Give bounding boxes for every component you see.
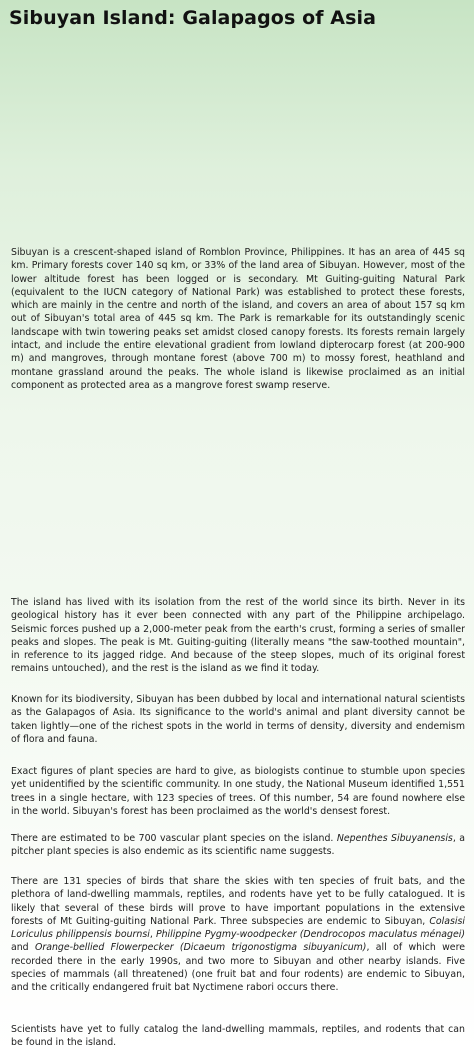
woodpecker-name: Philippine Pygmy-woodpecker (Dendrocopos maculatus ménagei) — [155, 929, 465, 941]
vascular-text-1: There are estimated to be 700 vascular plant species on the island. — [11, 833, 337, 844]
birds-text-4: , all of which were recorded there in the early 1990s, and two more to Sibuyan and other nearby islands. Five species of mammals (all threatened) (one fruit bat and four rodents) are endemic to Sibuyan, and the critically endangered fruit bat Nyctimene rabori occurs there. — [11, 942, 465, 994]
page-title: Sibuyan Island: Galapagos of Asia — [9, 7, 377, 29]
paragraph-mammals-catalog: Scientists have yet to fully catalog the land-dwelling mammals, reptiles, and rodents that can be found in the island. — [11, 1024, 465, 1049]
paragraph-plant-species: Exact figures of plant species are hard to give, as biologists continue to stumble upon species yet unidentified by the scientific community. In one study, the National Museum identified 1,551 trees in a single hectare, with 123 species of trees. Of this number, 54 are found nowhere else in the world. Sibuyan's forest has been proclaimed as the world's densest forest. — [11, 766, 465, 817]
birds-text-1: There are 131 species of birds that share the skies with ten species of fruit bats, and the plethora of land-dwelling mammals, reptiles, and rodents have yet to be fully catalogued. It is likely that several of these birds will prove to have important populations in the extensive forests of Mt Guiting-guiting National Park. Three subspecies are endemic to Sibuyan, — [11, 876, 465, 927]
nepenthes-name: Nepenthes Sibuyanensis — [336, 833, 453, 844]
colasisi-name: Colasisi Loriculus philippensis bournsi — [11, 915, 465, 941]
vascular-text-2: , a pitcher plant species is also endemic as its scientific name suggests. — [11, 833, 465, 858]
birds-text-3: and — [11, 942, 35, 954]
paragraph-vascular-plants — [11, 832, 465, 859]
birds-text-2: , — [149, 929, 156, 941]
paragraph-geology: The island has lived with its isolation from the rest of the world since its birth. Never in its geological history has it ever been connected with any part of the Philippine archipelago. Seismic forces pushed up a 2,000-meter peak from the earth's crust, forming a series of smaller peaks and slopes. The peak is Mt. Guiting-guiting (literally means "the saw-toothed mountain", in reference to its jagged ridge. And because of the steep slopes, much of its original forest remains untouched), and the rest is the island as we find it today. — [11, 597, 465, 675]
paragraph-birds-mammals — [11, 875, 465, 995]
paragraph-overview: Sibuyan is a crescent-shaped island of Romblon Province, Philippines. It has an area of 445 sq km. Primary forests cover 140 sq km, or 33% of the land area of Sibuyan. However, most of the lower altitude forest has been logged or is secondary. Mt Guiting-guiting Natural Park (equivalent to the IUCN category of National Park) was established to protect these forests, which are mainly in the centre and north of the island, and covers an area of about 157 sq km out of Sibuyan's total area of 445 sq km. The Park is remarkable for its outstandingly scenic landscape with twin towering peaks set amidst closed canopy forests. Its forests remain largely intact, and include the entire elevational gradient from lowland dipterocarp forest (at 200-900 m) and mangroves, through montane forest (above 700 m) to mossy forest, heathland and montane grassland around the peaks. The whole island is likewise proclaimed as an initial component as protected area as a mangrove forest swamp reserve. — [11, 247, 465, 391]
flowerpecker-name: Orange-bellied Flowerpecker (Dicaeum trigonostigma sibuyanicum) — [35, 942, 367, 954]
paragraph-biodiversity: Known for its biodiversity, Sibuyan has been dubbed by local and international natural scientists as the Galapagos of Asia. Its significance to the world's animal and plant diversity cannot be taken lightly—one of the richest spots in the world in terms of density, diversity and endemism of flora and fauna. — [11, 694, 465, 745]
